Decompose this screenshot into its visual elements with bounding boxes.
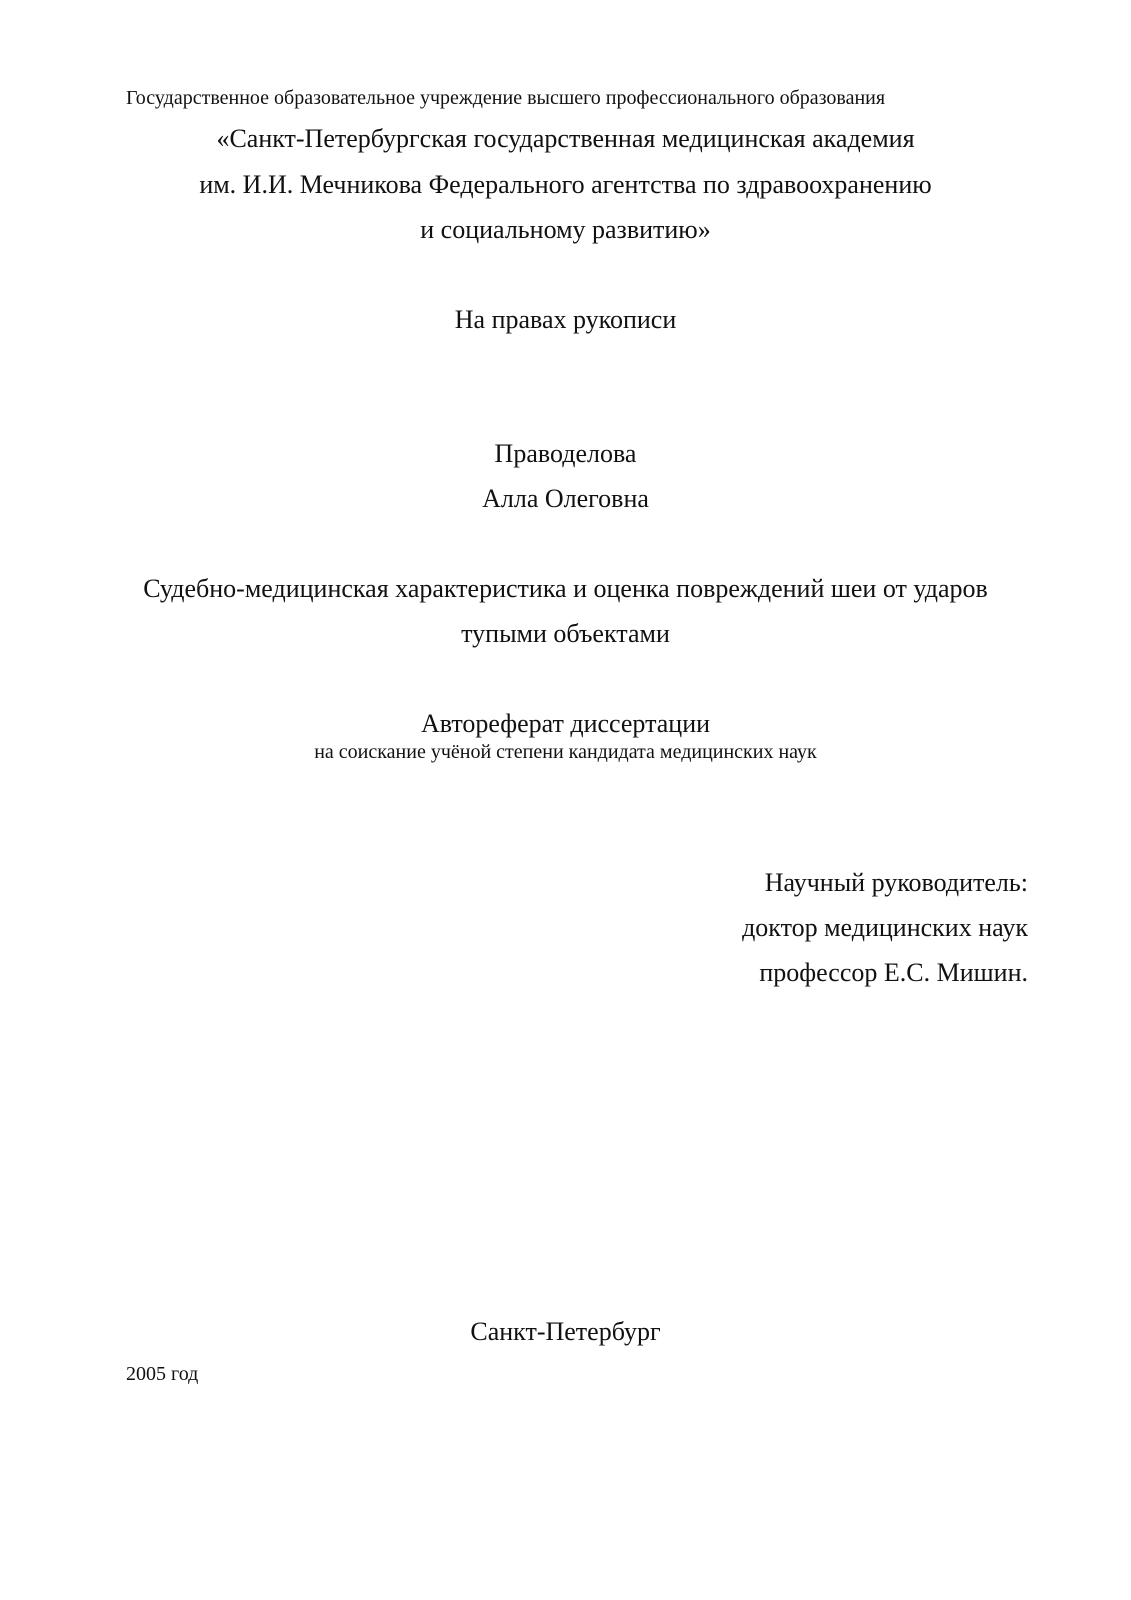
degree-statement: на соискание учёной степени кандидата медицинских наук bbox=[314, 741, 817, 763]
dissertation-title-line-2: тупыми объектами bbox=[461, 619, 670, 648]
author-given-names: Алла Олеговна bbox=[482, 484, 649, 513]
academy-name-line-1: «Санкт-Петербургская государственная медицинская академия bbox=[216, 124, 915, 153]
city: Санкт-Петербург bbox=[470, 1317, 661, 1346]
supervisor-degree: доктор медицинских наук bbox=[742, 913, 1028, 942]
supervisor-name: профессор Е.С. Мишин. bbox=[759, 958, 1028, 987]
year: 2005 год bbox=[126, 1363, 199, 1385]
academy-name-line-3: и социальному развитию» bbox=[420, 215, 711, 244]
supervisor-heading: Научный руководитель: bbox=[764, 868, 1028, 897]
document-type-label: Автореферат диссертации bbox=[420, 709, 711, 738]
institution-type: Государственное образовательное учреждение высшего профессионального образования bbox=[126, 87, 886, 109]
manuscript-note: На правах рукописи bbox=[454, 305, 677, 334]
author-surname: Праводелова bbox=[494, 439, 637, 468]
academy-name-line-2: им. И.И. Мечникова Федерального агентства по здравоохранению bbox=[199, 170, 932, 199]
dissertation-title-line-1: Судебно-медицинская характеристика и оценка повреждений шеи от ударов bbox=[143, 574, 988, 603]
